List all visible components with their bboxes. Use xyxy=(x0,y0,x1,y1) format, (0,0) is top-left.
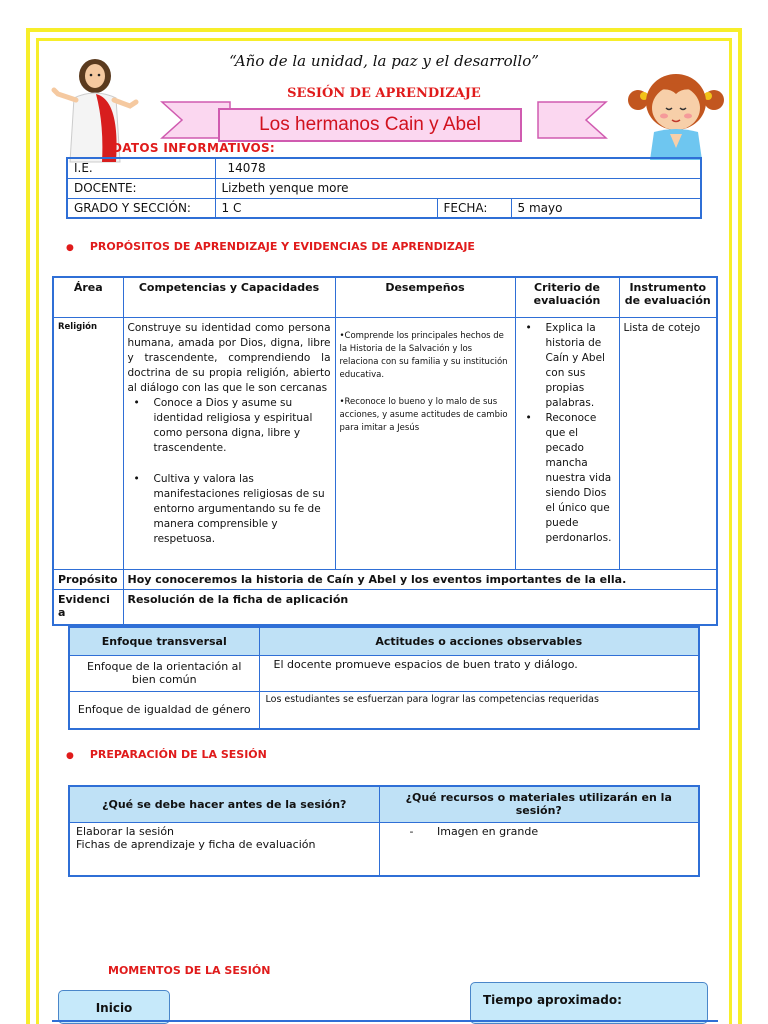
col-criterio: Criterio de evaluación xyxy=(515,277,619,317)
enfoque-row-name: Enfoque de la orientación al bien común xyxy=(69,655,259,691)
criterio-item: • Reconoce que el pecado mancha nuestra vida siendo Dios el único que puede perdonarlos. xyxy=(520,411,615,546)
preparacion-heading-text: PREPARACIÓN DE LA SESIÓN xyxy=(89,748,267,761)
grado-value: 1 C xyxy=(215,198,437,218)
datos-table xyxy=(66,157,702,219)
proposito-label: Propósito xyxy=(53,569,123,589)
lesson-title: Los hermanos Cain y Abel xyxy=(218,108,522,142)
docente-value: Lizbeth yenque more xyxy=(215,178,701,198)
grado-label: GRADO Y SECCIÓN: xyxy=(67,198,215,218)
col-instrumento: Instrumento de evaluación xyxy=(619,277,717,317)
col-actitudes: Actitudes o acciones observables xyxy=(259,627,699,655)
capacidad-item: • Conoce a Dios y asume su identidad religiosa y espiritual como persona digna, libre y trascendente. xyxy=(128,396,331,456)
antes-item: Elaborar la sesión xyxy=(76,824,175,838)
col-desempenos: Desempeños xyxy=(335,277,515,317)
dash-marker: - xyxy=(409,824,414,838)
competencia-text: Construye su identidad como persona humana, amada por Dios, digna, libre y trascendente, comprendiendo la doctrina de su propia religión, abierto al diálogo con las que le son cercanas xyxy=(127,321,331,394)
datos-informativos-label: DATOS INFORMATIVOS: xyxy=(112,141,276,155)
desempeno-item: •Comprende los principales hechos de la Historia de la Salvación y los relaciona con su familia y su institución educativa. xyxy=(339,330,508,380)
docente-label: DOCENTE: xyxy=(67,178,215,198)
propositos-table xyxy=(52,276,718,626)
bottom-table-edge xyxy=(52,1020,718,1024)
momentos-heading: MOMENTOS DE LA SESIÓN xyxy=(108,964,271,977)
criterio-item: • Explica la historia de Caín y Abel con sus propias palabras. xyxy=(520,321,615,411)
instrumento-value: Lista de cotejo xyxy=(619,317,717,569)
proposito-value: Hoy conoceremos la historia de Caín y Abel y los eventos importantes de la ella. xyxy=(123,569,717,589)
col-area: Área xyxy=(53,277,123,317)
evidencia-value: Resolución de la ficha de aplicación xyxy=(123,589,717,625)
propositos-heading: ● PROPÓSITOS DE APRENDIZAJE Y EVIDENCIAS DE APRENDIZAJE xyxy=(66,240,475,253)
girl-illustration xyxy=(624,70,728,160)
col-antes: ¿Qué se debe hacer antes de la sesión? xyxy=(69,786,379,822)
col-competencias: Competencias y Capacidades xyxy=(123,277,335,317)
tiempo-aproximado: Tiempo aproximado: xyxy=(470,982,708,1024)
col-enfoque: Enfoque transversal xyxy=(69,627,259,655)
antes-item: Fichas de aprendizaje y ficha de evaluación xyxy=(76,837,316,851)
enfoque-table xyxy=(68,626,700,730)
desempeno-item: •Reconoce lo bueno y lo malo de sus acciones, y asume actitudes de cambio para imitar a Jesús xyxy=(339,396,508,433)
enfoque-row-name: Enfoque de igualdad de género xyxy=(69,691,259,729)
ie-label: I.E. xyxy=(67,158,215,178)
enfoque-row-actitud: Los estudiantes se esfuerzan para lograr las competencias requeridas xyxy=(259,691,699,729)
preparacion-heading: ● PREPARACIÓN DE LA SESIÓN xyxy=(66,748,267,761)
inicio-label: Inicio xyxy=(58,990,170,1024)
preparacion-table xyxy=(68,785,700,877)
propositos-heading-text: PROPÓSITOS DE APRENDIZAJE Y EVIDENCIAS DE APRENDIZAJE xyxy=(89,240,475,253)
year-motto: “Año de la unidad, la paz y el desarrollo” xyxy=(229,52,539,70)
fecha-label: FECHA: xyxy=(437,198,511,218)
recurso-item: Imagen en grande xyxy=(436,824,539,838)
enfoque-row-actitud: El docente promueve espacios de buen trato y diálogo. xyxy=(259,655,699,691)
session-title: SESIÓN DE APRENDIZAJE xyxy=(287,86,481,101)
ie-value: 14078 xyxy=(215,158,701,178)
evidencia-label: Evidenci a xyxy=(53,589,123,625)
col-recursos: ¿Qué recursos o materiales utilizarán en la sesión? xyxy=(379,786,699,822)
area-value: Religión xyxy=(53,317,123,569)
capacidad-item: • Cultiva y valora las manifestaciones religiosas de su entorno argumentando su fe de manera comprensible y respetuosa. xyxy=(128,472,331,547)
fecha-value: 5 mayo xyxy=(511,198,701,218)
